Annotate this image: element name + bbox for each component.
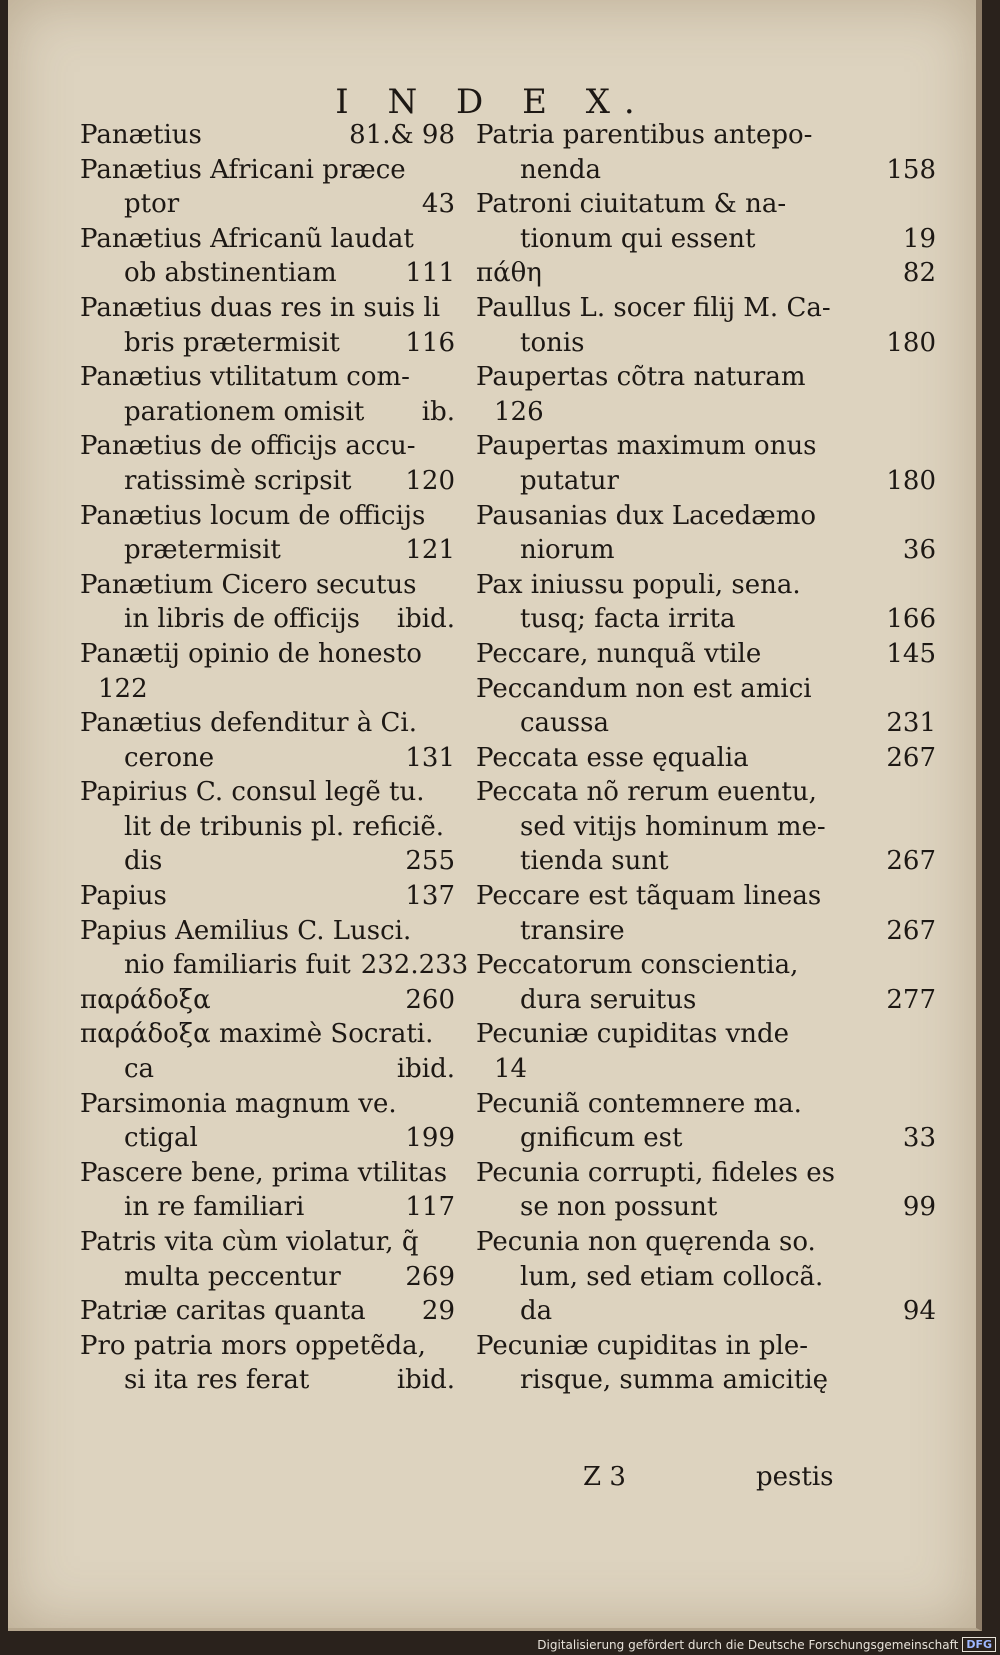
index-entry (476, 1225, 936, 1329)
entry-text: Panætium Cicero secutus (80, 569, 417, 600)
entry-text: se non possunt (520, 1192, 718, 1223)
page-reference: 99 (902, 1192, 936, 1223)
index-entry (476, 775, 936, 879)
index-entry (80, 706, 455, 775)
page-reference: 277 (886, 984, 936, 1015)
index-entry (80, 1017, 455, 1086)
entry-text: Pax iniussu populi, sena. (476, 569, 801, 600)
book-page (8, 0, 982, 1631)
entry-text: da (520, 1296, 553, 1327)
entry-text: Panætius (80, 120, 202, 150)
signature-mark: Z 3 (583, 1462, 626, 1492)
page-reference: 137 (405, 881, 455, 912)
entry-text: ratissimè scripsit (124, 465, 352, 496)
entry-text: tienda sunt (520, 846, 669, 877)
entry-text: nio familiaris fuit (124, 950, 351, 981)
page-reference: ibid. (396, 604, 455, 635)
entry-text: Patriæ caritas quanta (80, 1296, 366, 1327)
entry-text: Pecuniæ cupiditas in ple- (476, 1330, 809, 1361)
page-reference: 81.& 98 (349, 120, 455, 150)
entry-text: Peccandum non est amici (476, 673, 812, 704)
entry-text: Papius Aemilius C. Lusci. (80, 915, 412, 946)
entry-text: lit de tribunis pl. reficiẽ. (124, 811, 445, 842)
entry-text: Pecunia non quęrenda so. (476, 1227, 816, 1257)
page-reference: 269 (405, 1261, 455, 1292)
page-reference: 180 (886, 327, 936, 358)
entry-text: tusq; facta irrita (520, 604, 736, 635)
page-reference: ibid. (396, 1054, 455, 1085)
entry-text: in libris de officijs (124, 604, 360, 635)
page-reference: 122 (98, 673, 148, 704)
index-entry (476, 879, 936, 948)
entry-text: Panætius duas res in suis li (80, 292, 441, 323)
entry-text: Panætius Africani præce (80, 154, 406, 185)
entry-text: transire (520, 915, 625, 946)
entry-text: Papius (80, 881, 167, 912)
entry-text: Panætius defenditur à Ci. (80, 708, 417, 739)
entry-text: Panætius Africanũ laudat (80, 223, 414, 254)
entry-text: Papirius C. consul legẽ tu. (80, 777, 425, 808)
index-entry (476, 499, 936, 568)
index-entry (476, 360, 936, 429)
index-entry (80, 1329, 455, 1398)
entry-text: dis (124, 846, 163, 877)
page-reference: 117 (405, 1192, 455, 1223)
index-entry (80, 1087, 455, 1156)
page-reference: 267 (886, 915, 936, 946)
page-reference: 231 (886, 708, 936, 739)
entry-text: tonis (520, 327, 585, 358)
page-reference: 121 (405, 535, 455, 566)
credit-text: Digitalisierung gefördert durch die Deutsche Forschungsgemeinschaft (537, 1637, 959, 1652)
entry-text: Peccare est tãquam lineas (476, 881, 822, 912)
index-entry (80, 291, 455, 360)
entry-text: Paullus L. socer filij M. Ca- (476, 292, 831, 323)
page-reference: 82 (902, 258, 936, 289)
entry-text: gnificum est (520, 1123, 683, 1154)
index-entry (80, 568, 455, 637)
index-entry (476, 1017, 936, 1086)
page-reference: 180 (886, 465, 936, 496)
entry-text: dura seruitus (520, 984, 697, 1015)
entry-text: Peccatorum conscientia, (476, 950, 799, 981)
page-reference: 19 (902, 223, 936, 254)
index-entry (476, 1087, 936, 1156)
entry-text: bris prætermisit (124, 327, 340, 358)
entry-text: prætermisit (124, 535, 281, 566)
entry-text: Panætius vtilitatum com- (80, 362, 410, 393)
entry-text: putatur (520, 465, 619, 496)
entry-text: ca (124, 1054, 155, 1085)
entry-text: Panætij opinio de honesto (80, 638, 422, 669)
index-entry (80, 775, 455, 879)
entry-text: nenda (520, 154, 602, 185)
page-reference: 33 (902, 1123, 936, 1154)
entry-text: tionum qui essent (520, 223, 756, 254)
entry-text: Pecuniã contemnere ma. (476, 1088, 802, 1119)
entry-text: Paupertas cõtra naturam (476, 362, 806, 393)
page-reference: 120 (405, 465, 455, 496)
entry-text: παράδοξα (80, 984, 211, 1015)
entry-text: Pausanias dux Lacedæmo (476, 500, 817, 531)
entry-text: Peccata esse ęqualia (476, 742, 749, 773)
index-column-right (476, 118, 936, 1398)
entry-text: si ita res ferat (124, 1365, 310, 1396)
index-entry (80, 222, 455, 291)
index-entry (80, 1225, 455, 1294)
entry-text: multa peccentur (124, 1261, 341, 1292)
entry-text: πάθη (476, 258, 542, 289)
page-reference: 267 (886, 742, 936, 773)
index-entry (476, 256, 936, 291)
entry-text: parationem omisit (124, 396, 365, 427)
index-column-left (80, 118, 469, 1398)
index-entry (80, 1156, 455, 1225)
page-reference: 126 (494, 396, 544, 427)
index-entry (80, 1294, 455, 1329)
entry-text: ctigal (124, 1123, 198, 1154)
page-reference: 232.233 (360, 950, 469, 981)
entry-text: caussa (520, 708, 609, 739)
index-entry (80, 153, 455, 222)
running-head: I N D E X. (335, 82, 649, 122)
index-entry (476, 1329, 936, 1398)
page-reference: 158 (886, 154, 936, 185)
page-reference: ibid. (396, 1365, 455, 1396)
entry-text: Pro patria mors oppetẽda, (80, 1330, 426, 1361)
index-entry (80, 914, 469, 983)
entry-text: Pecuniæ cupiditas vnde (476, 1019, 790, 1050)
entry-text: Panætius de officijs accu- (80, 431, 416, 462)
entry-text: Patris vita cùm violatur, q̃ (80, 1227, 419, 1257)
page-reference: 260 (405, 984, 455, 1015)
index-entry (476, 118, 936, 187)
index-entry (476, 672, 936, 741)
index-entry (80, 499, 455, 568)
entry-text: Peccata nõ rerum euentu, (476, 777, 817, 808)
page-reference: 29 (421, 1296, 455, 1327)
index-entry (476, 291, 936, 360)
entry-text: ptor (124, 189, 180, 220)
entry-text: Paupertas maximum onus (476, 431, 817, 462)
index-entry (476, 637, 936, 672)
page-reference: 255 (405, 846, 455, 877)
entry-text: lum, sed etiam collocã. (520, 1261, 824, 1292)
page-reference: 145 (886, 638, 936, 669)
page-reference: 36 (902, 535, 936, 566)
index-entry (476, 568, 936, 637)
index-entry (80, 360, 455, 429)
entry-text: sed vitijs hominum me- (520, 811, 826, 842)
entry-text: ob abstinentiam (124, 258, 337, 289)
page-reference: 267 (886, 846, 936, 877)
entry-text: cerone (124, 742, 215, 773)
entry-text: Patria parentibus antepo- (476, 120, 813, 150)
dfg-logo: DFG (962, 1637, 996, 1652)
page-reference: 131 (405, 742, 455, 773)
entry-text: Patroni ciuitatum & na- (476, 189, 787, 220)
page-reference: 43 (421, 189, 455, 220)
page-reference: ib. (421, 396, 455, 427)
entry-text: risque, summa amicitię (520, 1365, 829, 1396)
entry-text: Parsimonia magnum ve. (80, 1088, 397, 1119)
entry-text: Panætius locum de officijs (80, 500, 426, 531)
index-entry (476, 948, 936, 1017)
catchword: pestis (756, 1462, 834, 1492)
index-entry (80, 118, 455, 153)
index-entry (80, 637, 455, 706)
entry-text: niorum (520, 535, 615, 566)
page-reference: 14 (494, 1054, 528, 1085)
entry-text: παράδοξα maximè Socrati. (80, 1019, 434, 1050)
page-reference: 111 (405, 258, 455, 289)
entry-text: in re familiari (124, 1192, 305, 1223)
index-entry (476, 741, 936, 776)
index-entry (476, 187, 936, 256)
entry-text: Pecunia corrupti, fideles es (476, 1157, 836, 1188)
entry-text: Pascere bene, prima vtilitas (80, 1157, 448, 1188)
index-entry (476, 1156, 936, 1225)
index-entry (476, 429, 936, 498)
index-entry (80, 879, 455, 914)
page-reference: 199 (405, 1123, 455, 1154)
page-reference: 94 (902, 1296, 936, 1327)
index-entry (80, 429, 455, 498)
digitization-credit (537, 1637, 996, 1652)
page-reference: 166 (886, 604, 936, 635)
entry-text: Peccare, nunquã vtile (476, 638, 762, 669)
page-reference: 116 (405, 327, 455, 358)
index-entry (80, 983, 455, 1018)
